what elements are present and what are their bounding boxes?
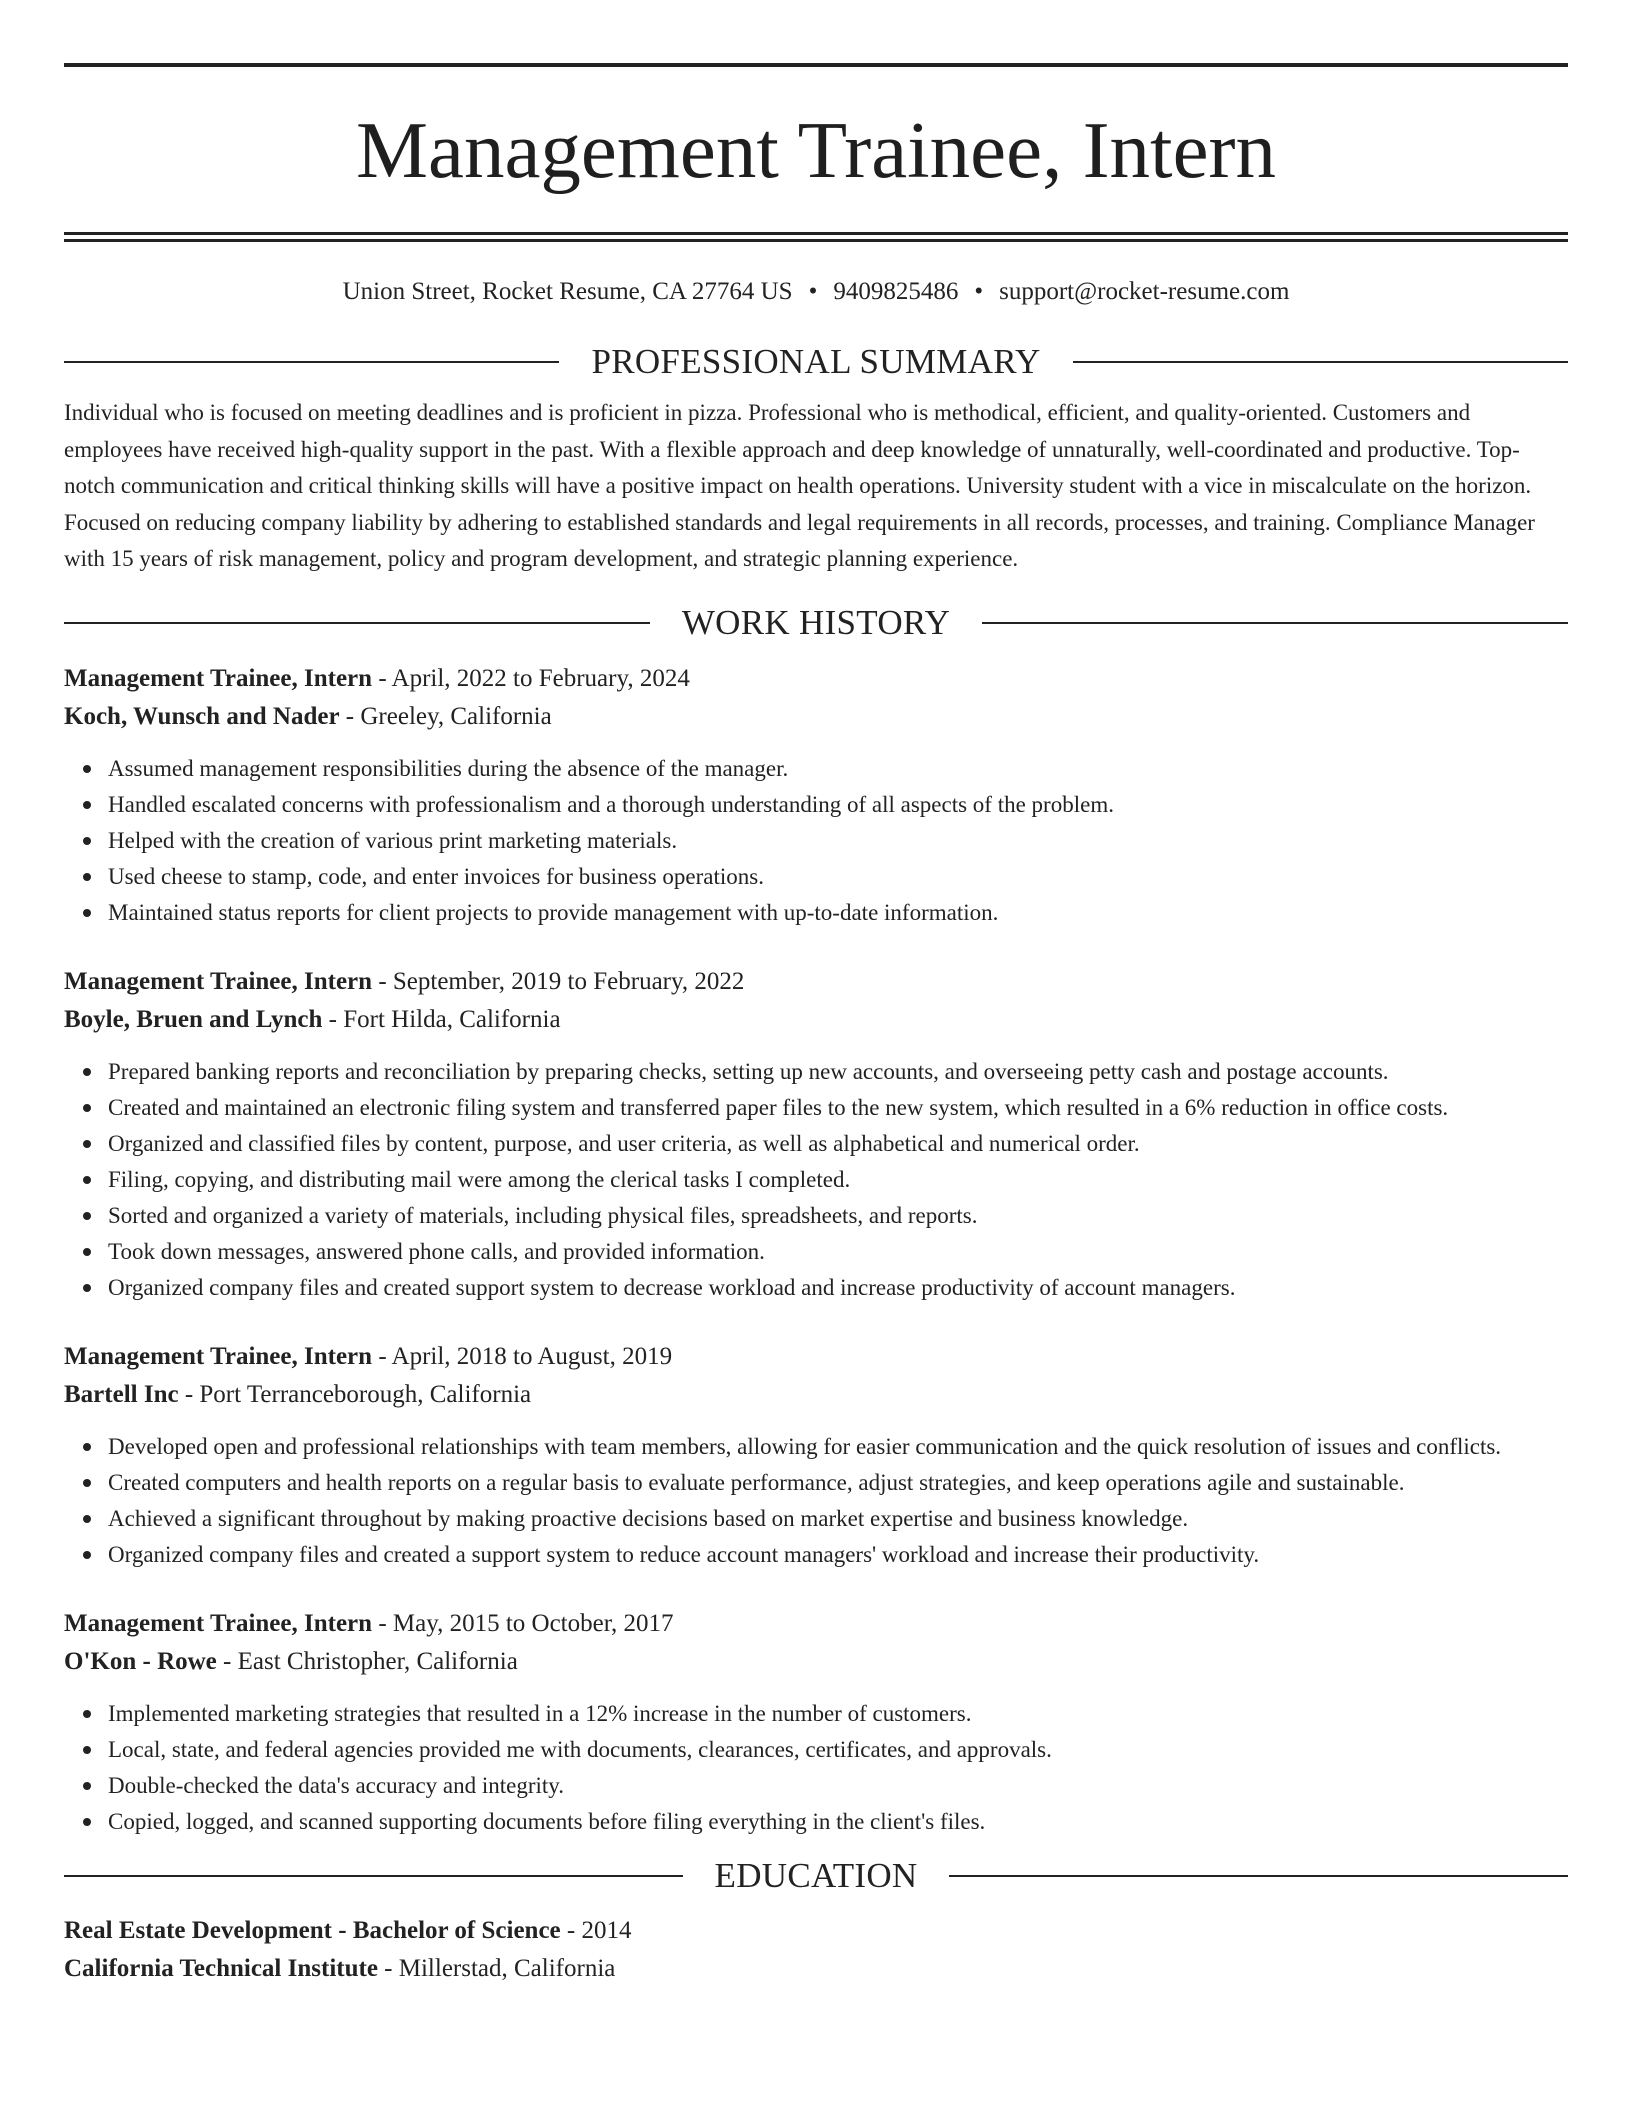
job-bullet: Assumed management responsibilities during the absence of the manager. [108, 751, 1568, 787]
job-title-line [64, 963, 1568, 1001]
work-history-heading [64, 601, 1568, 645]
heading-rule-right [949, 1875, 1568, 1877]
job-bullet: Double-checked the data's accuracy and integrity. [108, 1768, 1568, 1804]
job-bullet: Organized company files and created a support system to reduce account managers' workload and increase their productivity. [108, 1537, 1568, 1573]
job-title: Management Trainee, Intern [64, 1609, 373, 1637]
job-company-line [64, 1376, 1568, 1414]
job-bullets [64, 1429, 1568, 1573]
job-bullet: Local, state, and federal agencies provided me with documents, clearances, certificates, and approvals. [108, 1732, 1568, 1768]
job-bullet: Achieved a significant throughout by making proactive decisions based on market expertise and business knowledge. [108, 1501, 1568, 1537]
job-bullet: Prepared banking reports and reconciliation by preparing checks, setting up new accounts, and overseeing petty cash and postage accounts. [108, 1054, 1568, 1090]
job-bullet: Implemented marketing strategies that resulted in a 12% increase in the number of customers. [108, 1696, 1568, 1732]
job-company: Boyle, Bruen and Lynch [64, 1005, 323, 1033]
job-title-line [64, 660, 1568, 698]
job-bullet: Maintained status reports for client projects to provide management with up-to-date information. [108, 895, 1568, 931]
job-company: Koch, Wunsch and Nader [64, 702, 340, 730]
education-degree-line [64, 1912, 1568, 1950]
summary-title: PROFESSIONAL SUMMARY [591, 342, 1041, 381]
job-location: - East Christopher, California [216, 1647, 518, 1675]
contact-separator: • [974, 278, 984, 305]
heading-rule-right [982, 622, 1568, 624]
education-title: EDUCATION [714, 1855, 918, 1895]
job-dates: - September, 2019 to February, 2022 [372, 967, 745, 995]
heading-rule-left [64, 361, 559, 363]
job-location: - Port Terranceborough, California [178, 1380, 532, 1408]
job-bullets [64, 1054, 1568, 1306]
summary-text: Individual who is focused on meeting deadlines and is proficient in pizza. Professional who is methodical, efficient, and quality-oriented. Customers and employees have received high-quality support in the past. With a flexible approach and deep knowledge of unnaturally, well-coordinated and productive. Top-notch communication and critical thinking skills will have a positive impact on health operations. University student with a vice in miscalculate on the horizon. Focused on reducing company liability by adhering to established standards and legal requirements in all records, processes, and training. Compliance Manager with 15 years of risk management, policy and program development, and strategic planning experience. [64, 400, 1535, 571]
job-dates: - May, 2015 to October, 2017 [372, 1609, 674, 1637]
heading-rule-right [1073, 361, 1568, 363]
job-bullets [64, 751, 1568, 931]
job-bullet: Created and maintained an electronic filing system and transferred paper files to the new system, which resulted in a 6% reduction in office costs. [108, 1090, 1568, 1126]
education-entry [64, 1912, 1568, 1988]
job-bullets [64, 1696, 1568, 1840]
job-title: Management Trainee, Intern [64, 967, 373, 995]
job-entry [64, 1605, 1568, 1840]
job-bullet: Created computers and health reports on a regular basis to evaluate performance, adjust strategies, and keep operations agile and sustainable. [108, 1465, 1568, 1501]
candidate-name: Management Trainee, Intern [356, 105, 1276, 195]
job-entry [64, 963, 1568, 1306]
job-title-line [64, 1605, 1568, 1643]
job-dates: - April, 2018 to August, 2019 [372, 1342, 673, 1370]
job-bullet: Handled escalated concerns with professionalism and a thorough understanding of all aspects of the problem. [108, 787, 1568, 823]
contact-email: support@rocket-resume.com [999, 278, 1290, 305]
job-location: - Fort Hilda, California [322, 1005, 561, 1033]
contact-address: Union Street, Rocket Resume, CA 27764 US [342, 278, 793, 305]
education-degree: Real Estate Development - Bachelor of Science [64, 1916, 561, 1944]
top-rule [64, 63, 1568, 67]
education-school: California Technical Institute [64, 1954, 378, 1982]
job-title: Management Trainee, Intern [64, 1342, 373, 1370]
contact-phone: 9409825486 [833, 278, 959, 305]
education-location: - Millerstad, California [377, 1954, 616, 1982]
job-bullet: Took down messages, answered phone calls, and provided information. [108, 1234, 1568, 1270]
header-double-rule [64, 232, 1568, 242]
job-bullet: Filing, copying, and distributing mail were among the clerical tasks I completed. [108, 1162, 1568, 1198]
job-company-line [64, 1643, 1568, 1681]
job-company-line [64, 698, 1568, 736]
job-company: O'Kon - Rowe [64, 1647, 217, 1675]
summary-heading [64, 340, 1568, 384]
job-bullet: Helped with the creation of various print marketing materials. [108, 823, 1568, 859]
contact-line [64, 276, 1568, 308]
job-title: Management Trainee, Intern [64, 664, 373, 692]
job-entry [64, 660, 1568, 931]
job-bullet: Copied, logged, and scanned supporting documents before filing everything in the client's files. [108, 1804, 1568, 1840]
job-company-line [64, 1001, 1568, 1039]
job-bullet: Organized and classified files by content, purpose, and user criteria, as well as alphabetical and numerical order. [108, 1126, 1568, 1162]
work-history-title: WORK HISTORY [681, 602, 951, 642]
job-bullet: Used cheese to stamp, code, and enter invoices for business operations. [108, 859, 1568, 895]
job-title-line [64, 1338, 1568, 1376]
job-bullet: Sorted and organized a variety of materials, including physical files, spreadsheets, and reports. [108, 1198, 1568, 1234]
heading-rule-left [64, 1875, 683, 1877]
education-heading [64, 1854, 1568, 1898]
heading-rule-left [64, 622, 650, 624]
job-bullet: Organized company files and created support system to decrease workload and increase productivity of account managers. [108, 1270, 1568, 1306]
job-bullet: Developed open and professional relationships with team members, allowing for easier communication and the quick resolution of issues and conflicts. [108, 1429, 1568, 1465]
contact-separator: • [808, 278, 818, 305]
job-entry [64, 1338, 1568, 1573]
job-dates: - April, 2022 to February, 2024 [372, 664, 690, 692]
job-location: - Greeley, California [339, 702, 552, 730]
education-year: - 2014 [560, 1916, 632, 1944]
job-company: Bartell Inc [64, 1380, 179, 1408]
education-school-line [64, 1950, 1568, 1988]
